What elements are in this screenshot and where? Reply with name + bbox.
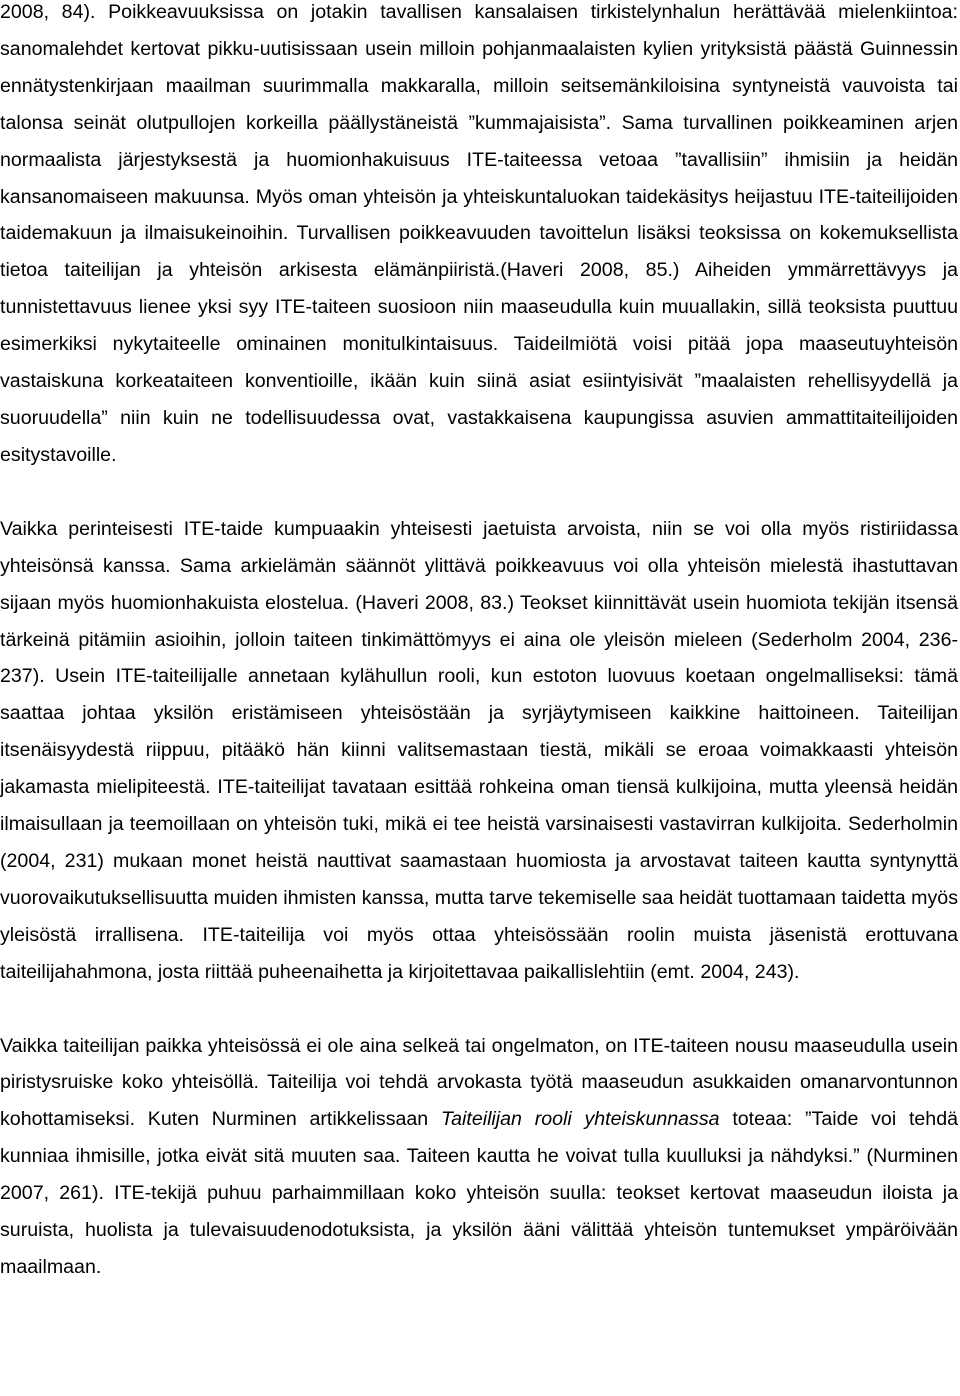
paragraph-1	[0, 0, 958, 474]
paragraph-gap	[0, 474, 958, 511]
paragraph-3-text-b: toteaa: ”Taide voi tehdä kunniaa ihmisille, jotka eivät sitä muuten saa. Taiteen kautta he voivat tulla kuulluksi ja nähdyksi.” (Nurminen 2007, 261). ITE-tekijä puhuu parhaimmillaan koko yhteisön suulla: teokset kertovat maaseudun iloista ja suruista, huolista ja tulevaisuudenodotuksista, ja yksilön ääni välittää yhteisön tuntemukset ympäröivään maailmaan.	[0, 1108, 958, 1278]
article-title: Taiteilijan rooli yhteiskunnassa	[440, 1108, 720, 1131]
paragraph-3	[0, 1028, 958, 1286]
paragraph-2-text: Vaikka perinteisesti ITE-taide kumpuaakin yhteisesti jaetuista arvoista, niin se voi olla myös ristiriidassa yhteisönsä kanssa. Sama arkielämän säännöt ylittävä poikkeavuus voi olla yhteisön mielestä ihastuttavan sijaan myös huomionhakuista elostelua. (Haveri 2008, 83.) Teokset kiinnittävät usein huomiota tekijän itsensä tärkeinä pitämiin asioihin, jolloin taiteen tinkimättömyys ei aina ole yleisön mieleen (Sederholm 2004, 236-237). Usein ITE-taiteilijalle annetaan kylähullun rooli, kun estoton luovuus koetaan ongelmalliseksi: tämä saattaa johtaa yksilön eristämiseen yhteisöstään ja syrjäytymiseen kaikkine haittoineen. Taiteilijan itsenäisyydestä riippuu, pitääkö hän kiinni valitsemastaan tiestä, mikäli se eroaa voimakkaasti yhteisön jakamasta mielipiteestä. ITE-taiteilijat tavataan esittää rohkeina oman tiensä kulkijoina, mutta yleensä heidän ilmaisullaan ja teemoillaan on yhteisön tuki, mikä ei tee heistä varsinaisesti vastavirran kulkijoita. Sederholmin (2004, 231) mukaan monet heistä nauttivat saamastaan huomiosta ja arvostavat taiteen kautta syntynyttä vuorovaikutuksellisuutta muiden ihmisten kanssa, mutta tarve tekemiselle saa heidät tuottamaan taidetta myös yleisöstä irrallisena. ITE-taiteilija voi myös ottaa yhteisössään roolin muista jäsenistä erottuvana taiteilijahahmona, josta riittää puheenaihetta ja kirjoitettavaa paikallislehtiin (emt. 2004, 243).	[0, 517, 958, 983]
paragraph-2	[0, 511, 958, 991]
paragraph-gap	[0, 991, 958, 1028]
paragraph-1-text: 2008, 84). Poikkeavuuksissa on jotakin tavallisen kansalaisen tirkistelynhalun herättävää mielenkiintoa: sanomalehdet kertovat pikku-uutisissaan usein milloin pohjanmaalaisten kylien yrityksistä päästä Guinnessin ennätystenkirjaan maailman suurimmalla makkaralla, milloin seitsemänkiloisina syntyneistä vauvoista tai talonsa seinät olutpullojen korkeilla päällystäneistä ”kummajaisista”. Sama turvallinen poikkeaminen arjen normaalista järjestyksestä ja huomionhakuisuus ITE-taiteessa vetoaa ”tavallisiin” ihmisiin ja heidän kansanomaiseen makuunsa. Myös oman yhteisön ja yhteiskuntaluokan taidekäsitys heijastuu ITE-taiteilijoiden taidemakuun ja ilmaisukeinoihin. Turvallisen poikkeavuuden tavoittelun lisäksi teoksissa on kokemuksellista tietoa taiteilijan ja yhteisön arkisesta elämänpiiristä.(Haveri 2008, 85.) Aiheiden ymmärrettävyys ja tunnistettavuus lienee yksi syy ITE-taiteen suosioon niin maaseudulla kuin muuallakin, sillä teoksista puuttuu esimerkiksi nykytaiteelle ominainen monitulkintaisuus. Taideilmiötä voisi pitää jopa maaseutuyhteisön vastaiskuna korkeataiteen konventioille, ikään kuin siinä asiat esiintyisivät ”maalaisten rehellisyydellä ja suoruudella” niin kuin ne todellisuudessa ovat, vastakkaisena kaupungissa asuvien ammattitaiteilijoiden esitystavoille.	[0, 1, 958, 466]
paragraph-3-text-a: Vaikka taiteilijan paikka yhteisössä ei ole aina selkeä tai ongelmaton, on ITE-taiteen nousu maaseudulla usein piristysruiske koko yhteisöllä. Taiteilija voi tehdä arvokasta työtä maaseudun asukkaiden omanarvontunnon kohottamiseksi. Kuten Nurminen artikkelissaan	[0, 1034, 958, 1131]
